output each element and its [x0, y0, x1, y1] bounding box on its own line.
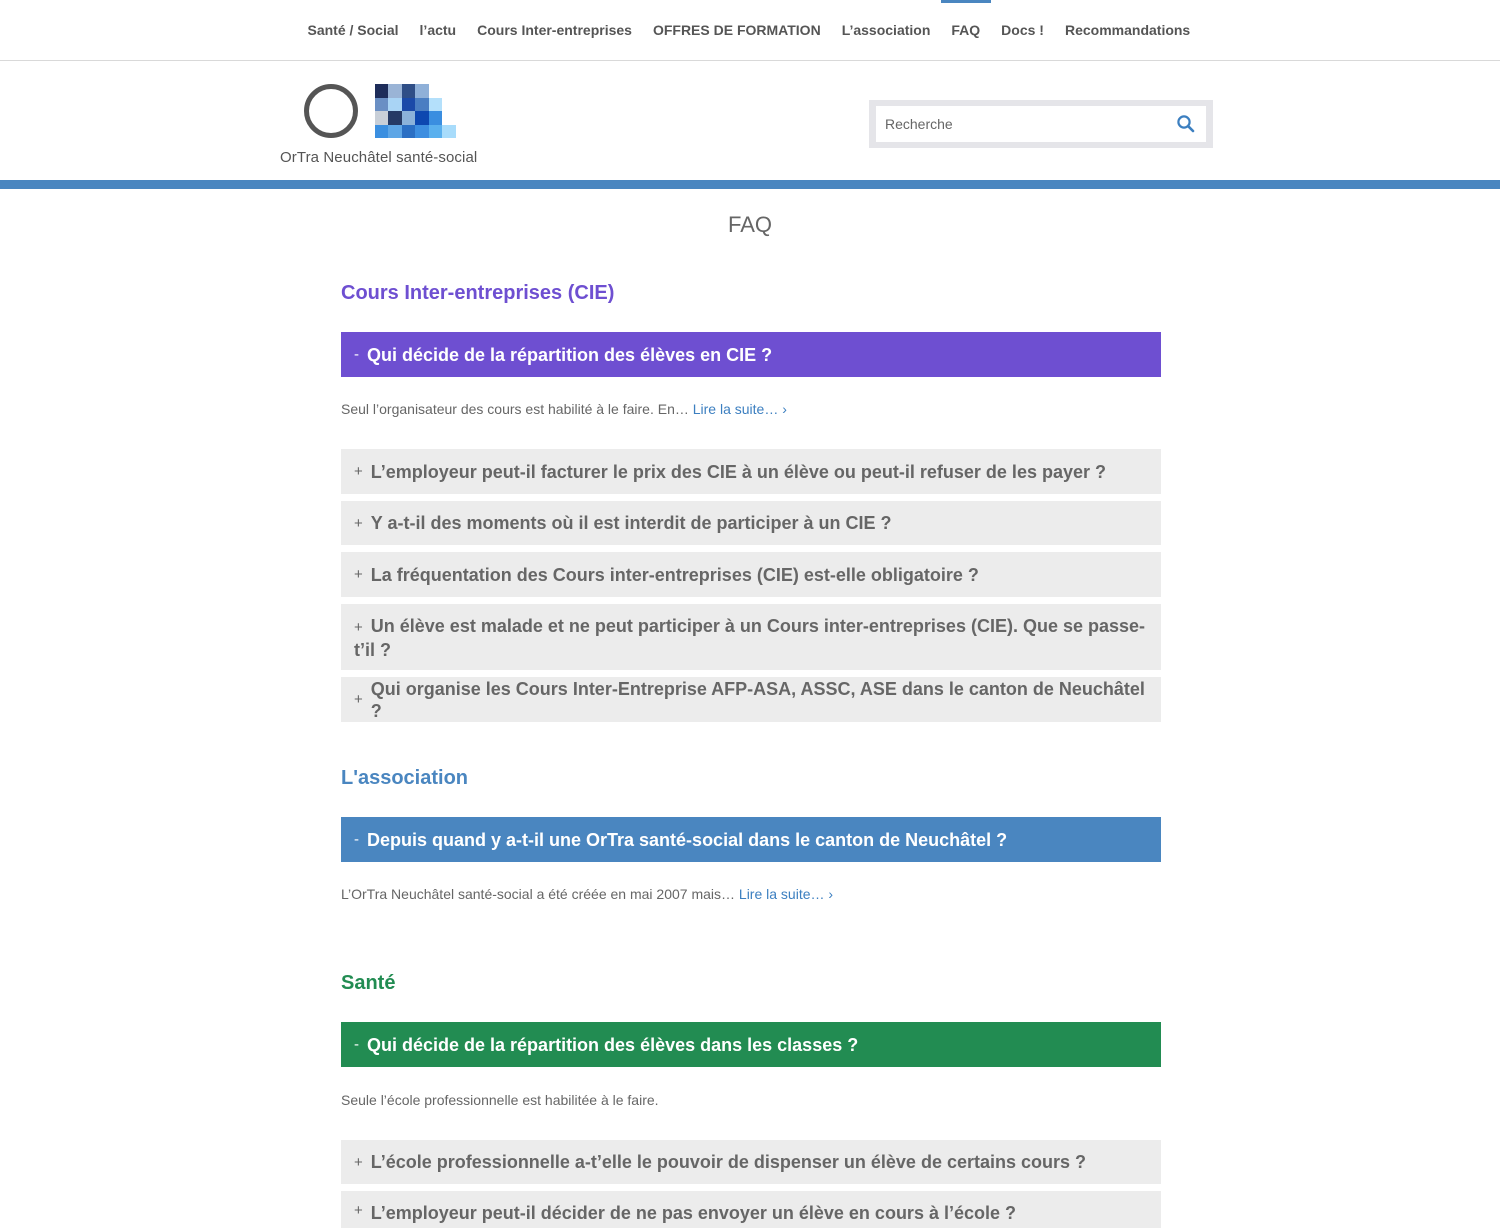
- faq-answer: [341, 401, 787, 417]
- logo-mosaic-icon[interactable]: [361, 84, 456, 138]
- nav-item-sante-social[interactable]: Santé / Social: [307, 22, 399, 38]
- faq-answer-text: Seule l’école professionnelle est habilitée à le faire.: [341, 1092, 659, 1108]
- expand-icon: +: [354, 1153, 363, 1171]
- faq-question-closed[interactable]: [341, 677, 1161, 722]
- nav-item-recommandations[interactable]: Recommandations: [1064, 22, 1191, 38]
- faq-question-text: Qui décide de la répartition des élèves dans les classes ?: [367, 1034, 859, 1055]
- expand-icon: +: [354, 691, 363, 708]
- search-box: [869, 100, 1213, 148]
- faq-question-text: Qui décide de la répartition des élèves en CIE ?: [367, 344, 773, 365]
- nav-item-actu[interactable]: l’actu: [419, 22, 457, 38]
- expand-icon: +: [354, 1202, 363, 1219]
- collapse-icon: -: [354, 346, 359, 363]
- faq-answer-text: Seul l’organisateur des cours est habilité à le faire. En…: [341, 401, 689, 417]
- faq-question-closed[interactable]: [341, 1191, 1161, 1228]
- nav-item-faq[interactable]: FAQ: [941, 0, 991, 60]
- faq-question-open[interactable]: [341, 817, 1161, 862]
- faq-question-closed[interactable]: [341, 604, 1161, 670]
- read-more-link[interactable]: Lire la suite… ›: [738, 886, 834, 902]
- faq-question-text: L’école professionnelle a-t’elle le pouvoir de dispenser un élève de certains cours ?: [370, 1152, 1087, 1172]
- expand-icon: +: [354, 619, 363, 636]
- read-more-link[interactable]: Lire la suite… ›: [692, 401, 787, 417]
- section-title-association: L'association: [341, 767, 469, 789]
- faq-question-closed[interactable]: [341, 1140, 1161, 1184]
- collapse-icon: -: [354, 831, 359, 848]
- faq-question-text: Qui organise les Cours Inter-Entreprise AFP-ASA, ASSC, ASE dans le canton de Neuchâtel ?: [370, 678, 1145, 721]
- faq-question-open[interactable]: [341, 332, 1161, 377]
- expand-icon: +: [354, 566, 363, 583]
- collapse-icon: -: [354, 1036, 359, 1053]
- faq-question-closed[interactable]: [341, 449, 1161, 494]
- search-input[interactable]: [876, 106, 1174, 142]
- logo-ring-icon[interactable]: [304, 84, 358, 138]
- nav-item-cours-inter-entreprises[interactable]: Cours Inter-entreprises: [477, 22, 632, 38]
- expand-icon: +: [354, 514, 363, 532]
- nav-item-association[interactable]: L’association: [841, 22, 931, 38]
- section-title-cie: Cours Inter-entreprises (CIE): [341, 282, 615, 304]
- faq-question-label: Un élève est malade et ne peut participer à un Cours inter-entreprises (CIE). Que se passe-t’il ?: [354, 616, 1146, 660]
- faq-answer: [341, 1092, 659, 1108]
- search-icon[interactable]: [1176, 114, 1196, 134]
- expand-icon: +: [354, 463, 363, 480]
- page-title: FAQ: [727, 212, 772, 237]
- nav-item-offres-de-formation[interactable]: OFFRES DE FORMATION: [652, 22, 821, 38]
- site-header: [0, 61, 1500, 180]
- search-inner: [876, 106, 1206, 142]
- logo-text: OrTra Neuchâtel santé-social: [280, 149, 478, 166]
- faq-question-text: Depuis quand y a-t-il une OrTra santé-social dans le canton de Neuchâtel ?: [367, 829, 1008, 850]
- faq-answer: [341, 886, 833, 902]
- nav-list: [297, 0, 1201, 60]
- nav-item-docs[interactable]: Docs !: [1001, 22, 1044, 38]
- faq-question-text: La fréquentation des Cours inter-entreprises (CIE) est-elle obligatoire ?: [370, 564, 979, 585]
- faq-question-text: [354, 615, 1147, 661]
- faq-answer-text: L’OrTra Neuchâtel santé-social a été créée en mai 2007 mais…: [341, 886, 736, 902]
- header-divider-bar: [0, 180, 1500, 189]
- faq-question-text: L’employeur peut-il décider de ne pas envoyer un élève en cours à l’école ?: [370, 1203, 1016, 1223]
- top-navigation: [0, 0, 1500, 61]
- faq-question-open[interactable]: [341, 1022, 1161, 1067]
- faq-question-closed[interactable]: [341, 501, 1161, 545]
- section-title-sante: Santé: [341, 972, 396, 994]
- faq-question-text: L’employeur peut-il facturer le prix des CIE à un élève ou peut-il refuser de les payer ?: [370, 461, 1106, 482]
- faq-question-closed[interactable]: [341, 552, 1161, 597]
- faq-question-text: Y a-t-il des moments où il est interdit de participer à un CIE ?: [370, 513, 892, 533]
